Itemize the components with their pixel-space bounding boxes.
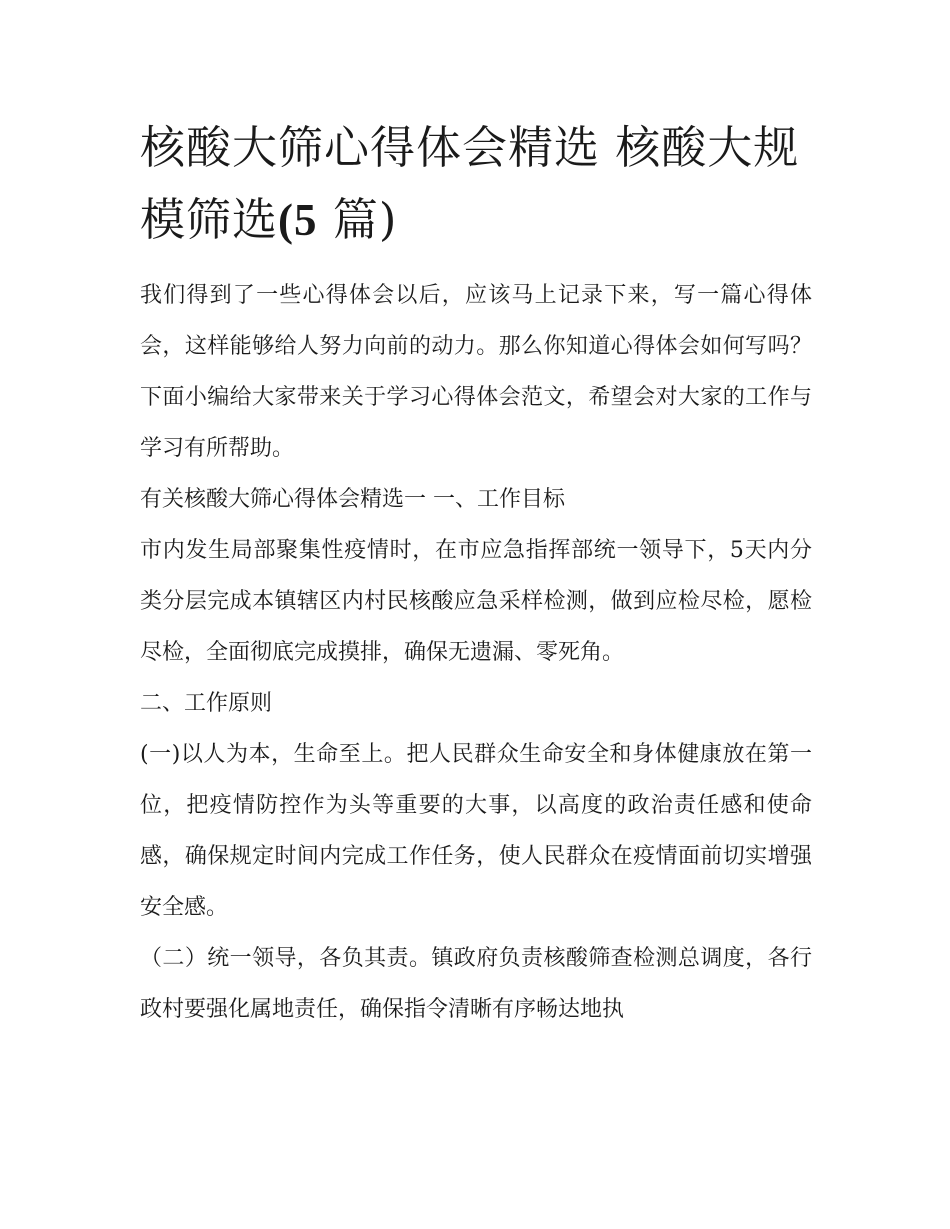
title-text: 核酸大筛心得体会精选 核酸大规模筛选 (140, 121, 800, 246)
title-suffix: 篇) (317, 193, 398, 246)
document-title (140, 112, 812, 256)
title-count: (5 (278, 195, 318, 245)
section-heading-work-principles: 二、工作原则 (140, 691, 273, 716)
section-heading-work-goal: 有关核酸大筛心得体会精选一 一、工作目标 (140, 487, 565, 512)
document-body (140, 112, 812, 1035)
work-goal-paragraph: 市内发生局部聚集性疫情时，在市应急指挥部统一领导下，5天内分类分层完成本镇辖区内村民核酸应急采样检测，做到应检尽检，愿检尽检，全面彻底完成摸排，确保无遗漏、零死角。 (140, 538, 812, 665)
intro-paragraph: 我们得到了一些心得体会以后，应该马上记录下来，写一篇心得体会，这样能够给人努力向前的动力。那么你知道心得体会如何写吗？下面小编给大家带来关于学习心得体会范文，希望会对大家的工作与学习有所帮助。 (140, 283, 812, 461)
principle-one-paragraph: (一)以人为本，生命至上。把人民群众生命安全和身体健康放在第一位，把疫情防控作为头等重要的大事，以高度的政治责任感和使命感，确保规定时间内完成工作任务，使人民群众在疫情面前切实增强安全感。 (140, 742, 812, 920)
principle-two-paragraph: （二）统一领导，各负其责。镇政府负责核酸筛查检测总调度，各行政村要强化属地责任，确保指令清晰有序畅达地执 (140, 946, 812, 1022)
